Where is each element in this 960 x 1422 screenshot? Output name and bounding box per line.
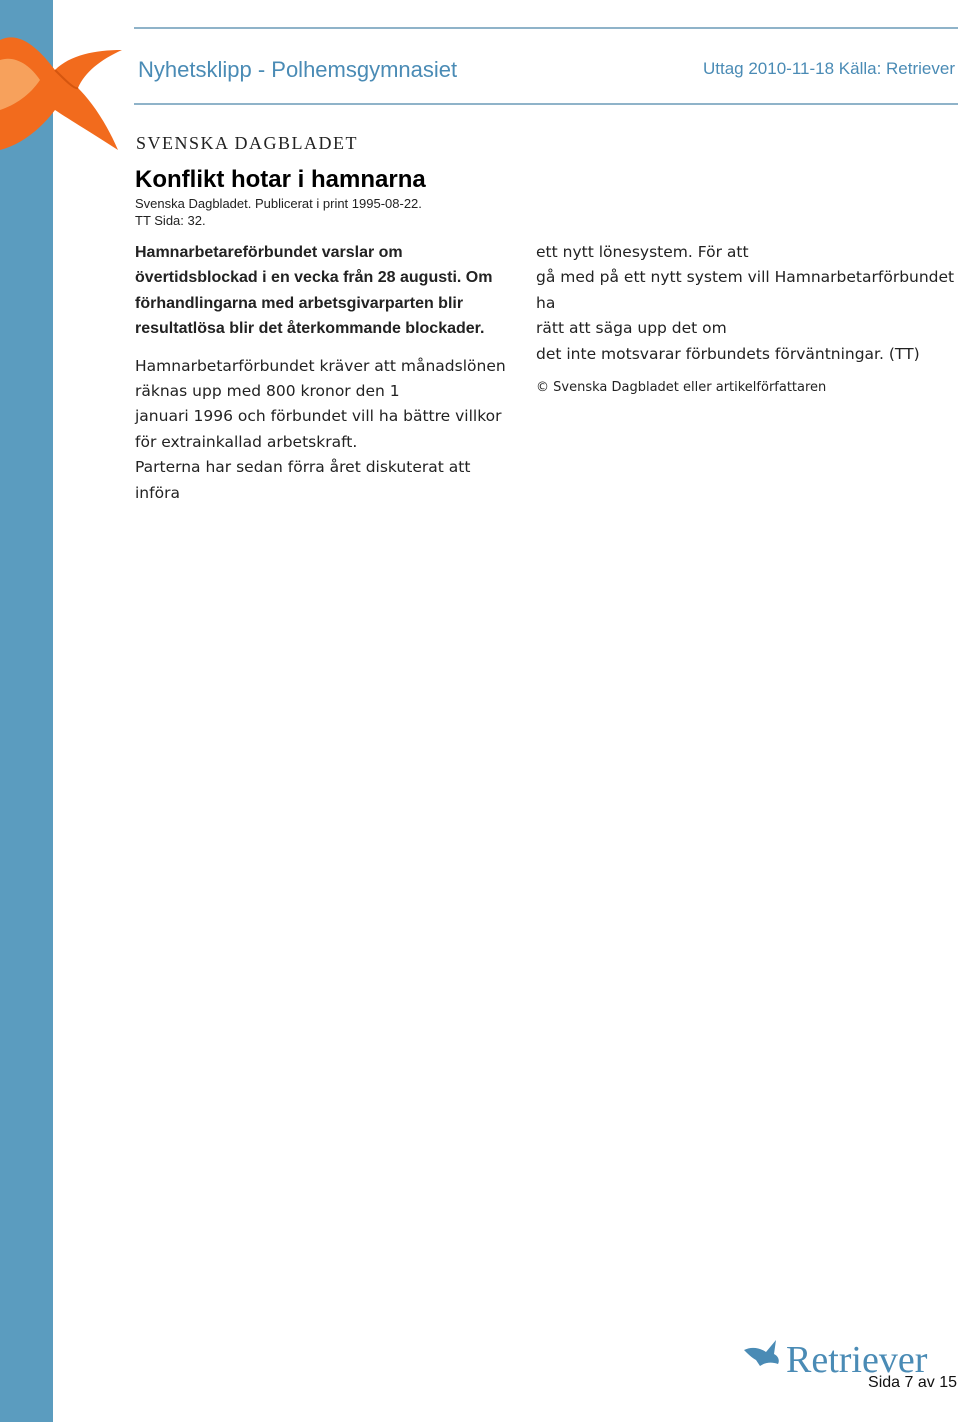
lead-line: övertidsblockad i en vecka från 28 augusti. Om (135, 269, 493, 287)
article-meta (135, 195, 422, 229)
article-meta-line: Svenska Dagbladet. Publicerat i print 1995-08-22. (135, 196, 422, 211)
goldfish-logo-icon (0, 10, 125, 160)
body-line: gå med på ett nytt system vill Hamnarbetarförbundet ha (536, 268, 955, 312)
body-line: Hamnarbetarförbundet kräver att månadslönen (135, 356, 506, 375)
lead-line: Hamnarbetareförbundet varslar om (135, 244, 403, 261)
copyright-notice: © Svenska Dagbladet eller artikelförfattaren (536, 380, 827, 396)
body-line: januari 1996 och förbundet vill ha bättre villkor (135, 407, 502, 426)
article-lead (135, 240, 515, 342)
body-line: ett nytt lönesystem. För att (536, 243, 749, 261)
article-title: Konflikt hotar i hamnarna (135, 166, 426, 193)
lead-line: resultatlösa blir det återkommande blockader. (135, 320, 485, 338)
header-meta: Uttag 2010-11-18 Källa: Retriever (703, 59, 955, 78)
body-line: räknas upp med 800 kronor den 1 (135, 382, 400, 401)
sidebar-strip (0, 0, 53, 1422)
article-column-right (536, 240, 956, 400)
article-meta-line: TT Sida: 32. (135, 213, 206, 228)
body-line: rätt att säga upp det om (536, 319, 727, 338)
page-number: Sida 7 av 15 (868, 1374, 957, 1391)
lead-line: förhandlingarna med arbetsgivarparten blir (135, 294, 464, 312)
retriever-logo-text: Retriever (786, 1339, 928, 1381)
publication-name: SVENSKA DAGBLADET (136, 133, 359, 153)
body-line: Parterna har sedan förra året diskuterat att införa (135, 458, 471, 502)
header-title: Nyhetsklipp - Polhemsgymnasiet (138, 57, 458, 82)
body-line: det inte motsvarar förbundets förväntningar. (TT) (536, 344, 920, 363)
body-line: för extrainkallad arbetskraft. (135, 432, 358, 451)
article-body-left (135, 354, 515, 506)
header-rule-bottom (134, 103, 958, 105)
header-rule-top (134, 27, 958, 29)
article-column-left (135, 240, 515, 506)
